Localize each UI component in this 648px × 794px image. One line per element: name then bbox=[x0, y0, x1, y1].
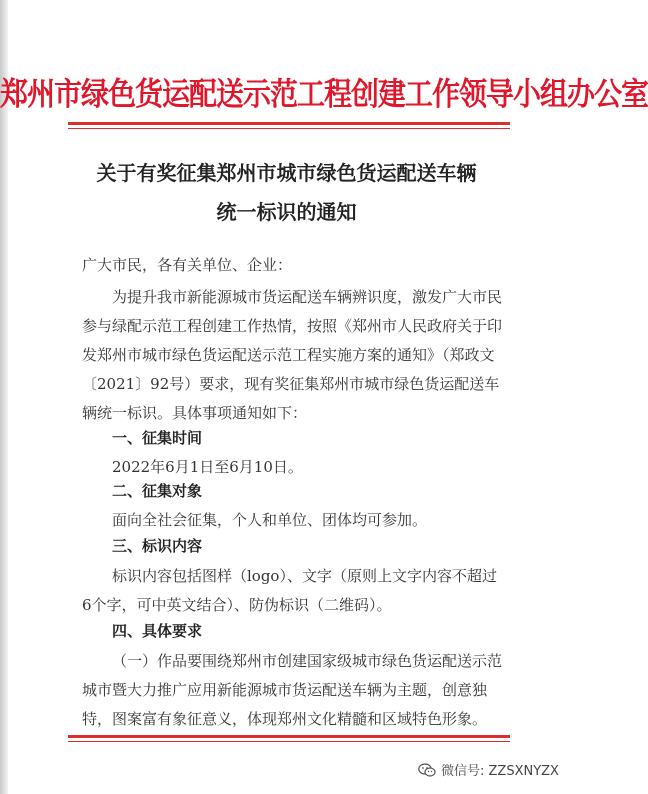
wechat-icon bbox=[418, 763, 436, 777]
section-time-text: 2022年6月1日至6月10日。 bbox=[112, 458, 303, 476]
watermark-text: 微信号: ZZSXNYZX bbox=[441, 764, 559, 779]
org-header: 郑州市绿色货运配送示范工程创建工作领导小组办公室 bbox=[0, 75, 648, 113]
doc-title-line-2: 统一标识的通知 bbox=[216, 200, 357, 224]
footer-rule-thin bbox=[68, 741, 510, 742]
section-heading-requirements: 四、具体要求 bbox=[112, 622, 203, 640]
section-heading-time: 一、征集时间 bbox=[112, 429, 203, 447]
wechat-watermark bbox=[418, 760, 559, 779]
section-requirements-line-3: 特，图案富有象征意义，体现郑州文化精髓和区域特色形象。 bbox=[82, 710, 488, 728]
section-requirements-line-1: （一）作品要围绕郑州市创建国家级城市绿色货运配送示范 bbox=[112, 652, 503, 670]
header-rule-thick bbox=[68, 122, 510, 125]
section-content-line-1: 标识内容包括图样（logo）、文字（原则上文字内容不超过 bbox=[112, 567, 497, 585]
header-rule-thin bbox=[68, 128, 510, 129]
footer-rule-thick bbox=[68, 735, 510, 738]
intro-line-1: 为提升我市新能源城市货运配送车辆辨识度，激发广大市民 bbox=[112, 288, 503, 306]
section-heading-target: 二、征集对象 bbox=[112, 482, 203, 500]
intro-line-2: 参与绿配示范工程创建工作热情，按照《郑州市人民政府关于印 bbox=[82, 317, 503, 335]
intro-line-3: 发郑州市城市绿色货运配送示范工程实施方案的通知》（郑政文 bbox=[82, 346, 495, 364]
intro-line-5: 辆统一标识。具体事项通知如下： bbox=[82, 404, 308, 422]
salutation: 广大市民，各有关单位、企业： bbox=[82, 256, 293, 274]
section-requirements-line-2: 城市暨大力推广应用新能源城市货运配送车辆为主题，创意独 bbox=[82, 681, 488, 699]
intro-line-4: 〔2021〕92号）要求，现有奖征集郑州市城市绿色货运配送车 bbox=[82, 375, 500, 393]
section-heading-content: 三、标识内容 bbox=[112, 537, 203, 555]
section-content-line-2: 6个字，可中英文结合）、防伪标识（二维码）。 bbox=[82, 596, 392, 614]
doc-title-line-1: 关于有奖征集郑州市城市绿色货运配送车辆 bbox=[96, 161, 477, 185]
page-edge-shadow bbox=[0, 0, 8, 794]
section-target-text: 面向全社会征集，个人和单位、团体均可参加。 bbox=[112, 511, 428, 529]
